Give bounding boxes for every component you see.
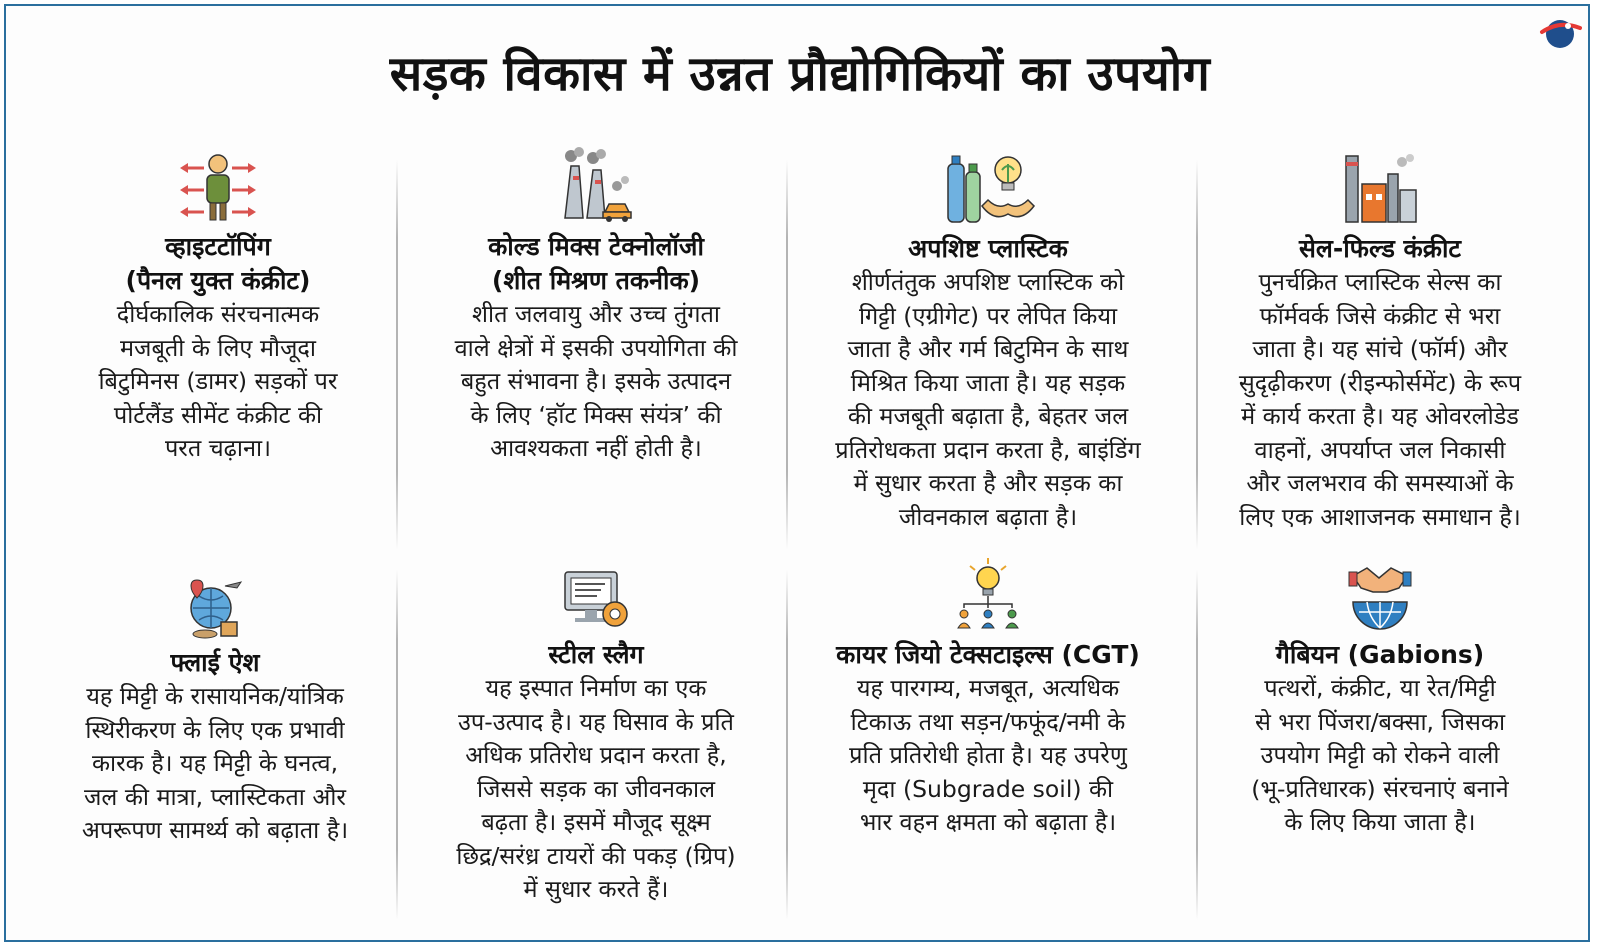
card-text: शीत जलवायु और उच्च तुंगता वाले क्षेत्रों में इसकी उपयोगिता की बहुत संभावना है। इसके उत्पादन के लिए ‘हॉट मिक्स संयंत्र’ की आवश्यकता नहीं होती है।: [454, 300, 738, 462]
industrial-plant-icon: [1340, 150, 1420, 226]
card-cell-filled-concrete: [1195, 150, 1565, 534]
handshake-globe-icon: [1347, 562, 1413, 632]
card-text: दीर्घकालिक संरचनात्मक मजबूती के लिए मौजूदा बिटुमिनस (डामर) सड़कों पर पोर्टलैंड सीमेंट कंक्रीट की परत चढ़ाना।: [98, 300, 338, 462]
card-heading: स्टील स्लैग: [548, 640, 644, 669]
person-with-arrows-icon: [178, 150, 258, 224]
page-title: सड़क विकास में उन्नत प्रौद्योगिकियों का उपयोग: [389, 46, 1211, 102]
card-coir-geo-textiles: [803, 556, 1173, 840]
card-fly-ash: [30, 578, 400, 848]
card-whitetopping: [33, 150, 403, 466]
card-text: पत्थरों, कंक्रीट, या रेत/मिट्टी से भरा पिंजरा/बक्सा, जिसका उपयोग मिट्टी को रोकने वाली (भू-प्रतिधारक) संरचनाएं बनाने के लिए किया जाता है।: [1251, 674, 1509, 836]
column-divider: [786, 160, 788, 550]
card-text: शीर्णतंतुक अपशिष्ट प्लास्टिक को गिट्टी (एग्रीगेट) पर लेपित किया जाता है और गर्म बिटुमिन के साथ मिश्रित किया जाता है। यह सड़क की मजबूती बढ़ाता है, बेहतर जल प्रतिरोधकता प्रदान करता है, बाइंडिंग में सुधार करता है और सड़क का जीवनकाल बढ़ाता है।: [835, 268, 1141, 531]
factory-chimneys-car-icon: [557, 146, 635, 224]
globe-plane-boxes-icon: [185, 578, 245, 640]
card-heading: गैबियन (Gabions): [1275, 640, 1485, 669]
card-heading: व्हाइटटॉपिंग (पैनल युक्त कंक्रीट): [125, 232, 311, 295]
column-divider: [786, 570, 788, 920]
card-heading: कोल्ड मिक्स टेक्नोलॉजी (शीत मिश्रण तकनीक): [488, 232, 704, 295]
card-cold-mix: [411, 146, 781, 466]
card-text: यह मिट्टी के रासायनिक/यांत्रिक स्थिरीकरण के लिए एक प्रभावी कारक है। यह मिट्टी के घनत्व, जल की मात्रा, प्लास्टिकता और अपरूपण सामर्थ्य को बढ़ाता है।: [81, 682, 349, 844]
bulb-people-network-icon: [950, 556, 1026, 632]
card-heading: अपशिष्ट प्लास्टिक: [908, 234, 1068, 263]
card-gabions: [1195, 562, 1565, 840]
card-text: पुनर्चक्रित प्लास्टिक सेल्स का फॉर्मवर्क जिसे कंक्रीट से भरा जाता है। यह सांचे (फॉर्म) और सुदृढ़ीकरण (रीइन्फोर्समेंट) के रूप में कार्य करता है। यह ओवरलोडेड वाहनों, अपर्याप्त जल निकासी और जलभराव की समस्याओं के लिए एक आशाजनक समाधान है।: [1238, 268, 1522, 531]
card-text: यह पारगम्य, मजबूत, अत्यधिक टिकाऊ तथा सड़न/फफूंद/नमी के प्रति प्रतिरोधी होता है। यह उपरेणु मृदा (Subgrade soil) की भार वहन क्षमता को बढ़ाता है।: [849, 674, 1127, 836]
computer-gear-document-icon: [561, 566, 631, 632]
card-waste-plastic: [803, 150, 1173, 534]
card-heading: सेल-फिल्ड कंक्रीट: [1298, 234, 1462, 263]
card-heading: फ्लाई ऐश: [170, 648, 260, 677]
plastic-bottles-hands-bulb-icon: [938, 150, 1038, 226]
card-heading: कायर जियो टेक्सटाइल्स (CGT): [836, 640, 1140, 669]
card-text: यह इस्पात निर्माण का एक उप-उत्पाद है। यह घिसाव के प्रति अधिक प्रतिरोध प्रदान करता है, जिससे सड़क का जीवनकाल बढ़ता है। इसमें मौजूद सूक्ष्म छिद्र/सरंध्र टायरों की पकड़ (ग्रिप) में सुधार करते हैं।: [456, 674, 736, 903]
card-steel-slag: [411, 566, 781, 907]
